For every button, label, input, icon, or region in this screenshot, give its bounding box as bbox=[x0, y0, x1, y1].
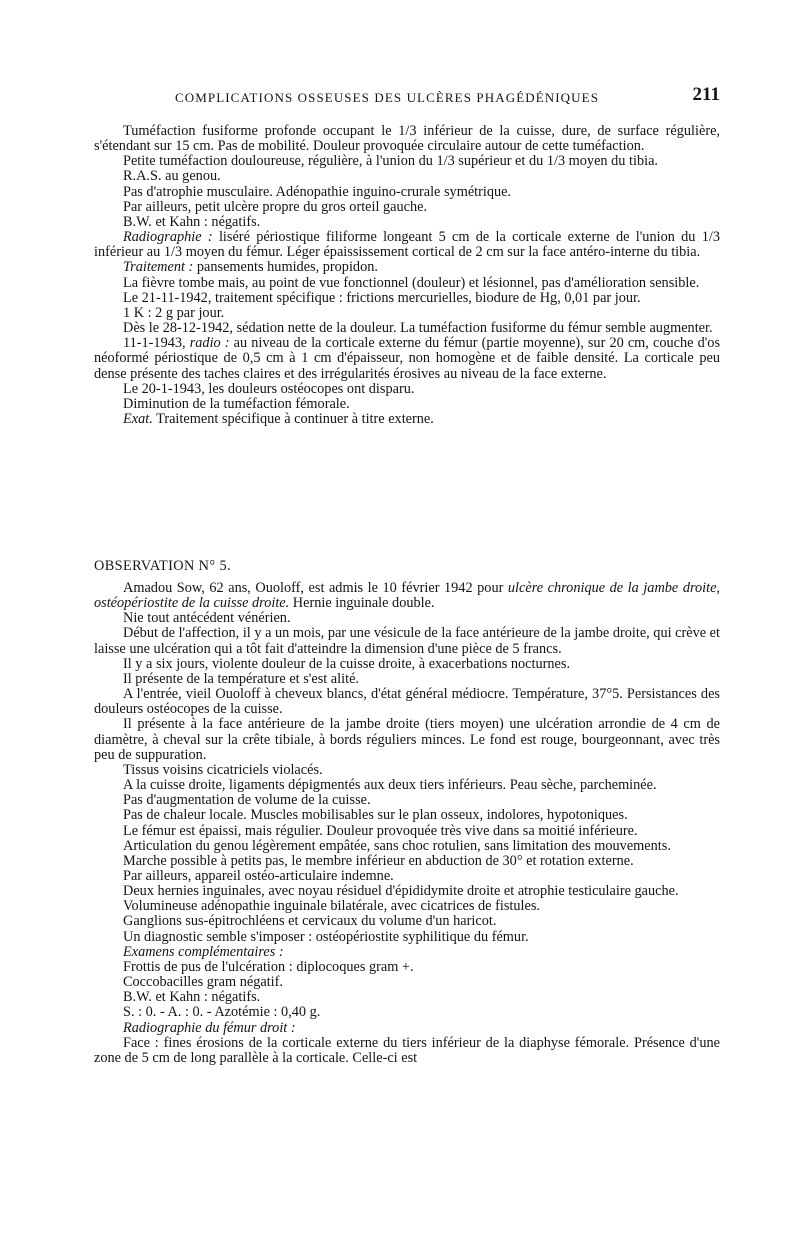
paragraph: R.A.S. au genou. bbox=[123, 168, 221, 185]
paragraph: Marche possible à petits pas, le membre inférieur en abduction de 30° et rotation externe. bbox=[123, 852, 634, 869]
treatment-label: Traitement : bbox=[123, 259, 194, 276]
page-number: 211 bbox=[692, 84, 720, 105]
paragraph: A l'entrée, vieil Ouoloff à cheveux blancs, d'état général médiocre. Température, 37°5. Persistances des douleurs ostéocopes de la cuisse. bbox=[94, 686, 720, 718]
paragraph: Par ailleurs, petit ulcère propre du gros orteil gauche. bbox=[123, 198, 428, 215]
exams-label: Examens complémentaires : bbox=[123, 943, 284, 960]
paragraph: Face : fines érosions de la corticale externe du tiers inférieur de la diaphyse fémorale. Présence d'une zone de 5 cm de long parallèle à la corticale. Celle-ci est bbox=[94, 1034, 720, 1066]
observation-text bbox=[94, 581, 720, 1066]
paragraph: Diminution de la tuméfaction fémorale. bbox=[123, 395, 350, 412]
exam-result: Frottis de pus de l'ulcération : diplocoques gram +. bbox=[123, 958, 414, 975]
paragraph: La fièvre tombe mais, au point de vue fonctionnel (douleur) et lésionnel, pas d'amélioration sensible. bbox=[123, 274, 700, 291]
paragraph: A la cuisse droite, ligaments dépigmentés aux deux tiers inférieurs. Peau sèche, parcheminée. bbox=[123, 777, 657, 794]
paragraph: Deux hernies inguinales, avec noyau résiduel d'épididymite droite et atrophie testiculaire gauche. bbox=[123, 883, 679, 900]
paragraph: Articulation du genou légèrement empâtée, sans choc rotulien, sans limitation des mouvements. bbox=[123, 837, 671, 854]
treatment-text: pansements humides, propidon. bbox=[193, 259, 378, 276]
exam-result: Coccobacilles gram négatif. bbox=[123, 974, 283, 991]
paragraph: Ganglions sus-épitrochléens et cervicaux du volume d'un haricot. bbox=[123, 913, 497, 930]
paragraph: Il présente de la température et s'est alité. bbox=[123, 670, 359, 687]
paragraph: Le 21-11-1942, traitement spécifique : frictions mercurielles, biodure de Hg, 0,01 par jour. bbox=[123, 289, 641, 306]
radiography-paragraph bbox=[94, 230, 720, 260]
paragraph: Par ailleurs, appareil ostéo-articulaire indemne. bbox=[123, 867, 394, 884]
intro-text: Amadou Sow, 62 ans, Ouoloff, est admis le 10 février 1942 pour bbox=[123, 580, 508, 596]
case-continuation-text bbox=[94, 124, 720, 427]
radiography-femur-label: Radiographie du fémur droit : bbox=[123, 1019, 296, 1036]
intro-diagnosis: ulcère chronique de la jambe droite, ostéopériostite de la cuisse droite. bbox=[94, 580, 721, 612]
exat-text: Traitement spécifique à continuer à titre externe. bbox=[152, 410, 434, 427]
radiography-heading bbox=[94, 1021, 720, 1036]
page-header bbox=[94, 86, 720, 110]
radiography-label: Radiographie : bbox=[123, 229, 213, 246]
intro-paragraph bbox=[94, 581, 720, 611]
paragraph: Début de l'affection, il y a un mois, par une vésicule de la face antérieure de la jambe droite, qui crève et laisse une ulcération qui a tôt fait d'atteindre la dimension d'une pièce de 5 francs. bbox=[94, 625, 720, 657]
paragraph: Nie tout antécédent vénérien. bbox=[123, 610, 291, 627]
treatment-paragraph bbox=[94, 260, 720, 275]
exam-result: S. : 0. - A. : 0. - Azotémie : 0,40 g. bbox=[123, 1004, 321, 1021]
radio-label: radio : bbox=[189, 335, 230, 352]
paragraph: Pas d'atrophie musculaire. Adénopathie inguino-crurale symétrique. bbox=[123, 183, 512, 200]
paragraph: Un diagnostic semble s'imposer : ostéopériostite syphilitique du fémur. bbox=[123, 928, 529, 945]
paragraph: Petite tuméfaction douloureuse, régulière, à l'union du 1/3 supérieur et du 1/3 moyen du tibia. bbox=[123, 153, 659, 170]
paragraph: Pas d'augmentation de volume de la cuisse. bbox=[123, 792, 371, 809]
paragraph: Il présente à la face antérieure de la jambe droite (tiers moyen) une ulcération arrondie de 4 cm de diamètre, à cheval sur la crête tibiale, à bords réguliers minces. Le fond est rouge, bourgeonnant, avec très peu de suppuration. bbox=[94, 716, 720, 763]
paragraph: B.W. et Kahn : négatifs. bbox=[123, 213, 261, 230]
radio-followup-paragraph bbox=[94, 336, 720, 381]
paragraph: Pas de chaleur locale. Muscles mobilisables sur le plan osseux, indolores, hypotoniques. bbox=[123, 807, 628, 824]
intro-tail: Hernie inguinale double. bbox=[289, 595, 435, 612]
exams-heading bbox=[94, 945, 720, 960]
observation-title: OBSERVATION N° 5. bbox=[94, 558, 232, 574]
exam-result: B.W. et Kahn : négatifs. bbox=[123, 989, 261, 1006]
paragraph: Volumineuse adénopathie inguinale bilatérale, avec cicatrices de fistules. bbox=[123, 898, 540, 915]
paragraph: 1 K : 2 g par jour. bbox=[123, 304, 225, 321]
paragraph: Le fémur est épaissi, mais régulier. Douleur provoquée très vive dans sa moitié inférieure. bbox=[123, 822, 638, 839]
paragraph: Le 20-1-1943, les douleurs ostéocopes ont disparu. bbox=[123, 380, 415, 397]
running-title: COMPLICATIONS OSSEUSES DES ULCÈRES PHAGÉDÉNIQUES bbox=[174, 90, 600, 105]
exat-paragraph bbox=[94, 412, 720, 427]
radio-date: 11-1-1943, bbox=[123, 335, 190, 352]
radiography-text: liséré périostique filiforme longeant 5 cm de la corticale externe de l'union du 1/3 inférieur au 1/3 moyen du fémur. Léger épaississement cortical de 2 cm sur la face antéro-interne du tibia. bbox=[94, 229, 720, 261]
paragraph: Dès le 28-12-1942, sédation nette de la douleur. La tuméfaction fusiforme du fémur semble augmenter. bbox=[123, 320, 713, 337]
paragraph: Tissus voisins cicatriciels violacés. bbox=[123, 761, 323, 778]
exat-label: Exat. bbox=[123, 410, 153, 427]
radio-text: au niveau de la corticale externe du fémur (partie moyenne), sur 20 cm, couche d'os néoformé périostique de 0,5 cm à 1 cm d'épaisseur, non homogène et de faible densité. La corticale peu dense présente des taches claires et des irrégularités érosives au niveau de la face externe. bbox=[94, 335, 721, 382]
paragraph: Tuméfaction fusiforme profonde occupant le 1/3 inférieur de la cuisse, dure, de surface régulière, s'étendant sur 15 cm. Pas de mobilité. Douleur provoquée circulaire autour de cette tuméfaction. bbox=[94, 123, 720, 155]
paragraph: Il y a six jours, violente douleur de la cuisse droite, à exacerbations nocturnes. bbox=[123, 655, 571, 672]
